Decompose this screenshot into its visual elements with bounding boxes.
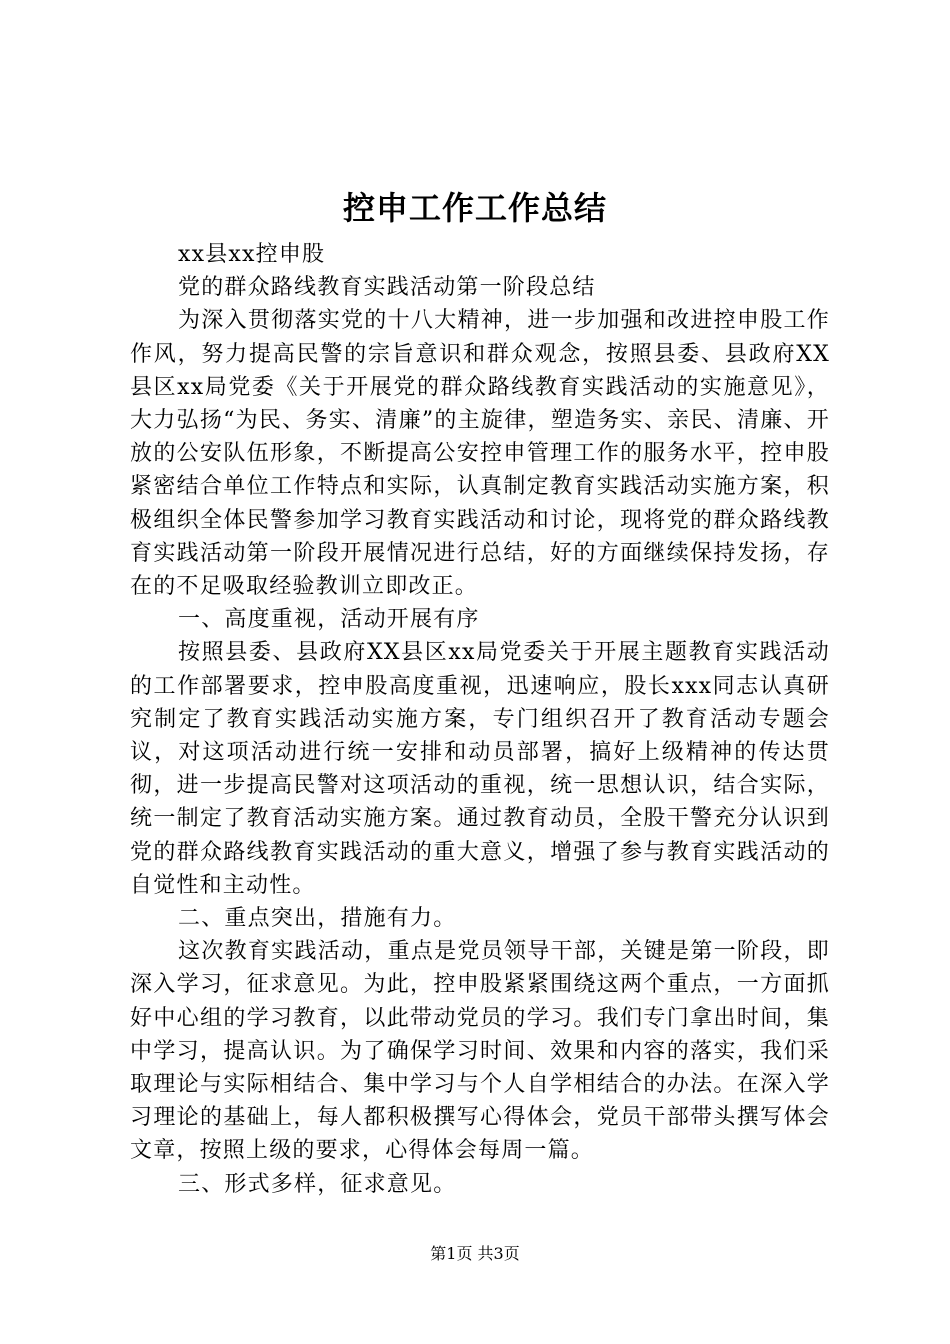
section-heading-1: 一、高度重视，活动开展有序 (178, 607, 480, 633)
section-2-paragraph: 这次教育实践活动，重点是党员领导干部，关键是第一阶段，即深入学习，征求意见。为此，控申股紧紧围绕这两个重点，一方面抓好中心组的学习教育，以此带动党员的学习。我们专门拿出时间，集中学习，提高认识。为了确保学习时间、效果和内容的落实，我们采取理论与实际相结合、集中学习与个人自学相结合的办法。在深入学习理论的基础上，每人都积极撰写心得体会，党员干部带头撰写体会文章，按照上级的要求，心得体会每周一篇。 (130, 939, 830, 1164)
subtitle-line: 党的群众路线教育实践活动第一阶段总结 (178, 275, 596, 301)
section-heading-3: 三、形式多样，征求意见。 (178, 1171, 457, 1197)
page-number-footer: 第1页 共3页 (430, 1244, 520, 1263)
section-heading-2: 二、重点突出，措施有力。 (178, 906, 457, 932)
section-1-paragraph: 按照县委、县政府XX县区xx局党委关于开展主题教育实践活动的工作部署要求，控申股高度重视，迅速响应，股长xxx同志认真研究制定了教育实践活动实施方案，专门组织召开了教育活动专题会议，对这项活动进行统一安排和动员部署，搞好上级精神的传达贯彻，进一步提高民警对这项活动的重视，统一思想认识，结合实际，统一制定了教育活动实施方案。通过教育动员，全股干警充分认识到党的群众路线教育实践活动的重大意义，增强了参与教育实践活动的自觉性和主动性。 (130, 640, 830, 898)
org-name-line: xx县xx控申股 (178, 242, 326, 267)
document-title: 控申工作工作总结 (342, 189, 607, 227)
intro-paragraph: 为深入贯彻落实党的十八大精神，进一步加强和改进控申股工作作风，努力提高民警的宗旨意识和群众观念，按照县委、县政府XX县区xx局党委《关于开展党的群众路线教育实践活动的实施意见》，大力弘扬“为民、务实、清廉”的主旋律，塑造务实、亲民、清廉、开放的公安队伍形象，不断提高公安控申管理工作的服务水平，控申股紧密结合单位工作特点和实际，认真制定教育实践活动实施方案，积极组织全体民警参加学习教育实践活动和讨论，现将党的群众路线教育实践活动第一阶段开展情况进行总结，好的方面继续保持发扬，存在的不足吸取经验教训立即改正。 (130, 308, 830, 600)
document-body (130, 238, 830, 1201)
